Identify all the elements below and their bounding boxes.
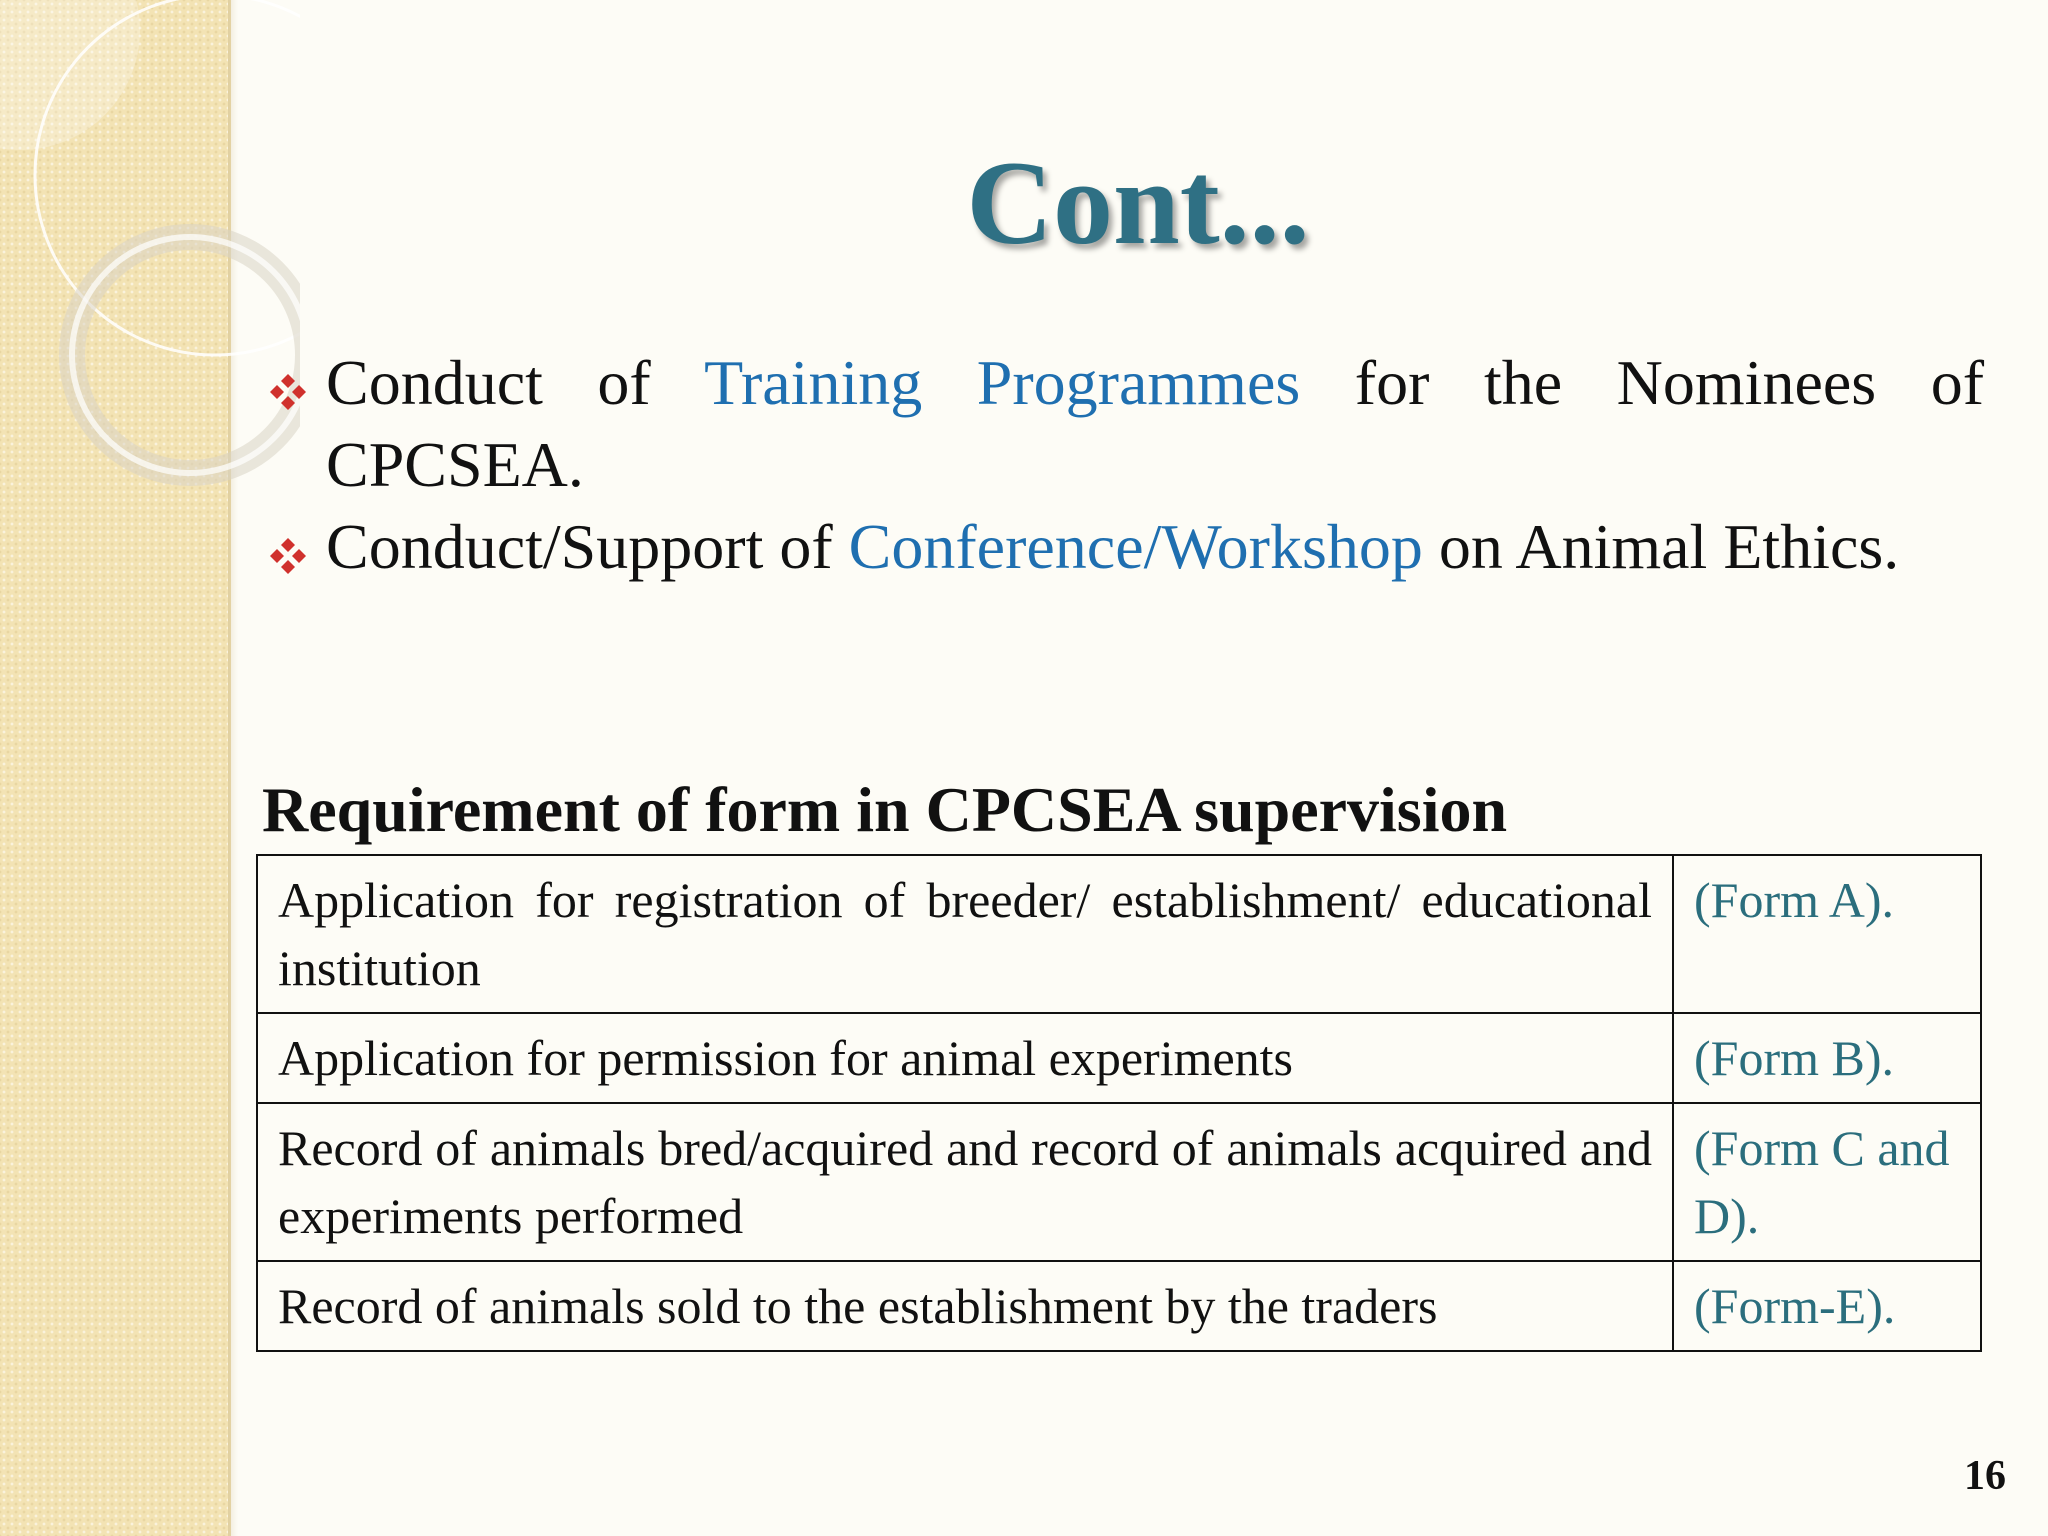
bullet-text: on Animal Ethics.	[1422, 511, 1900, 582]
table-row	[257, 1013, 1981, 1103]
bullet-item	[268, 506, 1984, 588]
bullet-list	[268, 342, 1984, 588]
page-number: 16	[1964, 1453, 2006, 1499]
form-code: (Form-E).	[1673, 1261, 1981, 1351]
slide-title: Cont...	[966, 136, 1310, 269]
bullet-highlight: Conference/Workshop	[848, 511, 1423, 582]
bullet-text: Conduct/Support of	[326, 511, 849, 582]
table-row	[257, 1261, 1981, 1351]
decorative-side-band	[0, 0, 231, 1536]
bullet-highlight: Training Programmes	[704, 347, 1301, 418]
diamond-bullet-icon	[268, 536, 308, 576]
bullet-text: Conduct of	[326, 347, 705, 418]
bullet-text: for the Nominees of CPCSEA.	[326, 347, 1984, 500]
form-description: Application for registration of breeder/ establishment/ educational institution	[257, 855, 1673, 1013]
form-code: (Form A).	[1673, 855, 1981, 1013]
form-code: (Form B).	[1673, 1013, 1981, 1103]
form-description: Application for permission for animal experiments	[257, 1013, 1673, 1103]
diamond-bullet-icon	[268, 372, 308, 412]
section-heading: Requirement of form in CPCSEA supervision	[262, 774, 1508, 845]
form-code: (Form C and D).	[1673, 1103, 1981, 1261]
form-description: Record of animals bred/acquired and record of animals acquired and experiments performed	[257, 1103, 1673, 1261]
table-row	[257, 1103, 1981, 1261]
form-description: Record of animals sold to the establishment by the traders	[257, 1261, 1673, 1351]
bullet-item	[268, 342, 1984, 506]
table-row	[257, 855, 1981, 1013]
forms-table	[256, 854, 1982, 1352]
